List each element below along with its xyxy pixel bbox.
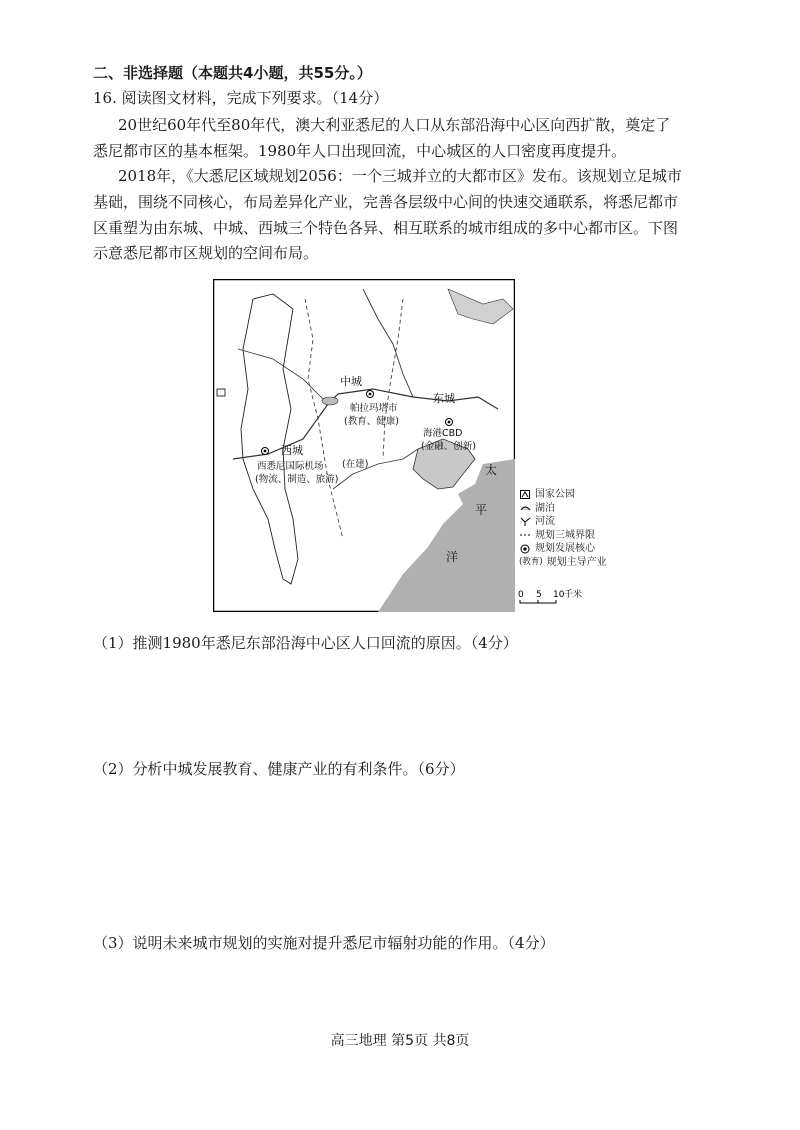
middle-city-label: 中城 [340,375,362,388]
sub-question-3: （3）说明未来城市规划的实施对提升悉尼市辐射功能的作用。（4分） [93,934,555,952]
west-city-label: 西城 [281,444,303,457]
scale-tick-0: 0 [518,590,524,600]
map-scale [517,588,587,609]
map-legend [519,488,607,569]
middle-industry-label: (教育、健康) [344,416,399,427]
west-core-label: 西悉尼国际机场 [257,461,324,472]
ocean-char-3: 洋 [446,550,459,564]
legend-item: 河流 [519,515,607,529]
west-industry-label: (物流、制造、旅游) [255,474,339,485]
legend-item: (教育) 规划主导产业 [519,556,607,568]
parramatta-area [322,397,338,405]
east-core-label: 海港CBD [423,428,463,439]
legend-item: 国家公园 [519,488,607,502]
section-title: 二、非选择题（本题共4小题，共55分。） [93,64,372,82]
material-paragraph-2-line-3: 区重塑为由东城、中城、西城三个特色各异、相互联系的城市组成的多中心都市区。下图 [93,219,679,237]
river-icon [519,516,531,528]
core-icon [519,543,531,555]
sydney-plan-map [213,279,515,612]
east-city-label: 东城 [433,392,455,405]
page-footer: 高三地理 第5页 共8页 [330,1033,470,1049]
scale-tick-5: 5 [536,590,542,600]
west-core-suffix: (在建) [342,459,369,470]
sub-question-1: （1）推测1980年悉尼东部沿海中心区人口回流的原因。（4分） [93,634,518,652]
material-paragraph-1-line-1: 20世纪60年代至80年代，澳大利亚悉尼的人口从东部沿海中心区向西扩散，奠定了 [118,116,671,134]
sub-question-2: （2）分析中城发展教育、健康产业的有利条件。（6分） [93,760,465,778]
scale-unit: 千米 [564,590,583,600]
ocean-char-1: 太 [485,463,498,477]
question-heading: 16. 阅读图文材料，完成下列要求。（14分） [93,89,389,107]
boundary-icon [519,529,531,541]
material-paragraph-2-line-2: 基础，围绕不同核心，布局差异化产业，完善各层级中心间的快速交通联系，将悉尼都市 [93,193,679,211]
legend-item: 规划三城界限 [519,529,607,543]
east-industry-label: (金融、创新) [421,441,476,452]
legend-item: 规划发展核心 [519,542,607,556]
national-park-symbol [217,389,225,396]
industry-icon: (教育) [519,556,543,567]
material-paragraph-2-line-1: 2018年，《大悉尼区域规划2056：一个三城并立的大都市区》发布。该规划立足城市 [118,167,682,185]
legend-item: 湖泊 [519,502,607,516]
lake-icon [519,502,531,514]
material-paragraph-1-line-2: 悉尼都市区的基本框架。1980年人口出现回流，中心城区的人口密度再度提升。 [93,142,627,160]
middle-core-label: 帕拉玛塔市 [350,403,398,414]
scale-bar [520,600,556,603]
ocean-char-2: 平 [475,503,488,517]
scale-tick-10: 10 [553,590,565,600]
national-park-icon [519,489,531,501]
material-paragraph-2-line-4: 示意悉尼都市区规划的空间布局。 [93,244,319,262]
